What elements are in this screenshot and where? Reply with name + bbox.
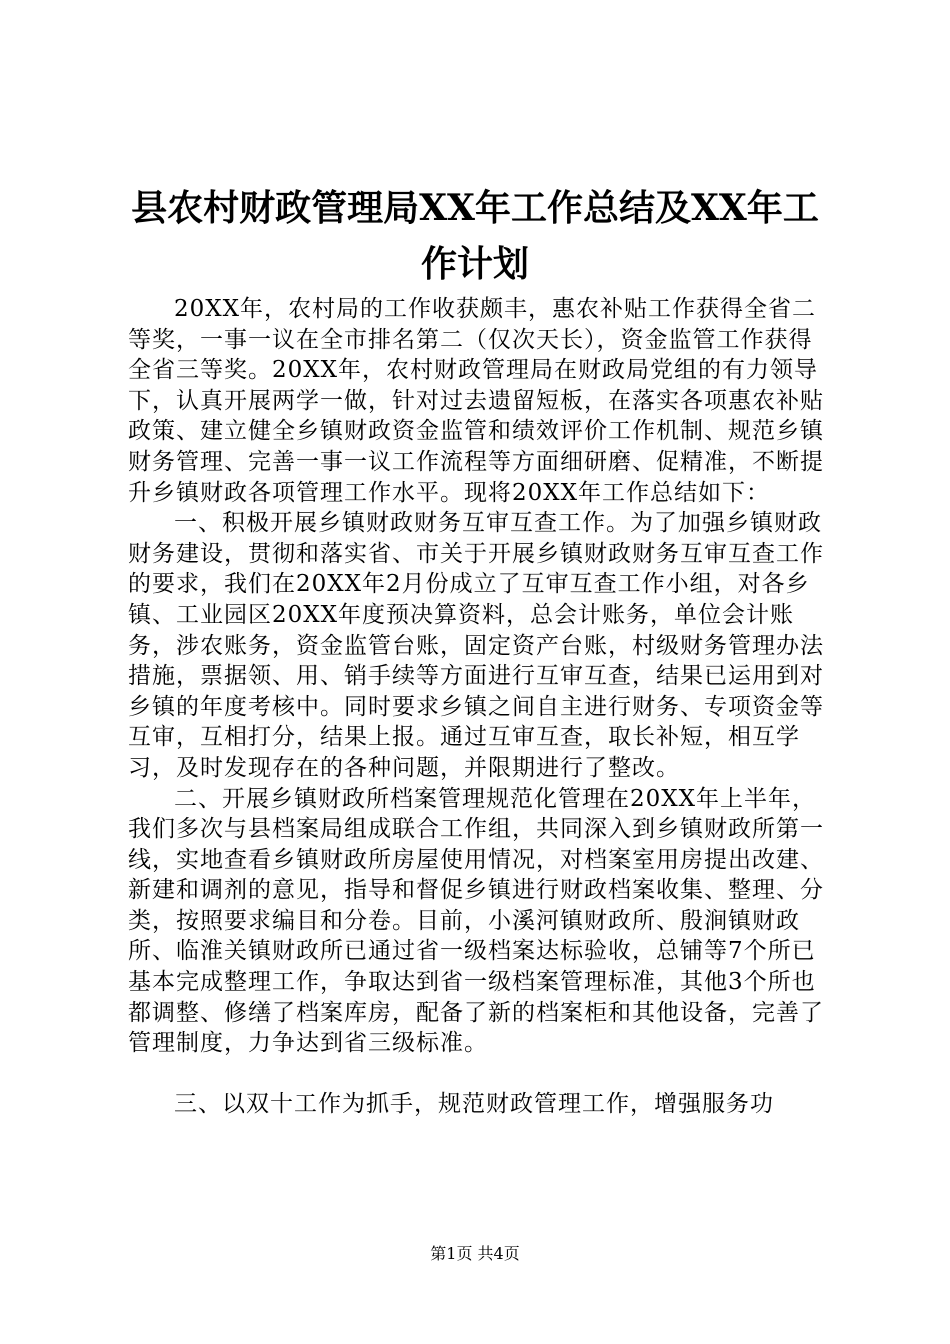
paragraph-section-3: 三、以双十工作为抓手，规范财政管理工作，增强服务功	[174, 1090, 774, 1117]
paragraph-section-1: 一、积极开展乡镇财政财务互审互查工作。为了加强乡镇财政财务建设，贯彻和落实省、市关于开展乡镇财政财务互审互查工作的要求，我们在20XX年2月份成立了互审互查工作小组，对各乡镇、工业园区20XX年度预决算资料，总会计账务，单位会计账务，涉农账务，资金监管台账，固定资产台账，村级财务管理办法措施，票据领、用、销手续等方面进行互审互查，结果已运用到对乡镇的年度考核中。同时要求乡镇之间自主进行财务、专项资金等互审，互相打分，结果上报。通过互审互查，取长补短，相互学习，及时发现存在的各种问题，并限期进行了整改。	[128, 510, 824, 781]
document-title: 县农村财政管理局XX年工作总结及XX年工作计划	[131, 187, 819, 285]
page-footer: 第1页 共4页	[430, 1244, 520, 1263]
paragraph-section-2: 二、开展乡镇财政所档案管理规范化管理在20XX年上半年，我们多次与县档案局组成联合工作组，共同深入到乡镇财政所第一线，实地查看乡镇财政所房屋使用情况，对档案室用房提出改建、新建和调剂的意见，指导和督促乡镇进行财政档案收集、整理、分类，按照要求编目和分卷。目前，小溪河镇财政所、殷涧镇财政所、临淮关镇财政所已通过省一级档案达标验收，总铺等7个所已基本完成整理工作，争取达到省一级档案管理标准，其他3个所也都调整、修缮了档案库房，配备了新的档案柜和其他设备，完善了管理制度，力争达到省三级标准。	[128, 785, 824, 1057]
paragraph-intro: 20XX年，农村局的工作收获颇丰，惠农补贴工作获得全省二等奖，一事一议在全市排名第二（仅次天长），资金监管工作获得全省三等奖。20XX年，农村财政管理局在财政局党组的有力领导下，认真开展两学一做，针对过去遗留短板，在落实各项惠农补贴政策、建立健全乡镇财政资金监管和绩效评价工作机制、规范乡镇财务管理、完善一事一议工作流程等方面细研磨、促精准，不断提升乡镇财政各项管理工作水平。现将20XX年工作总结如下：	[128, 296, 824, 506]
document-body	[128, 294, 834, 1119]
